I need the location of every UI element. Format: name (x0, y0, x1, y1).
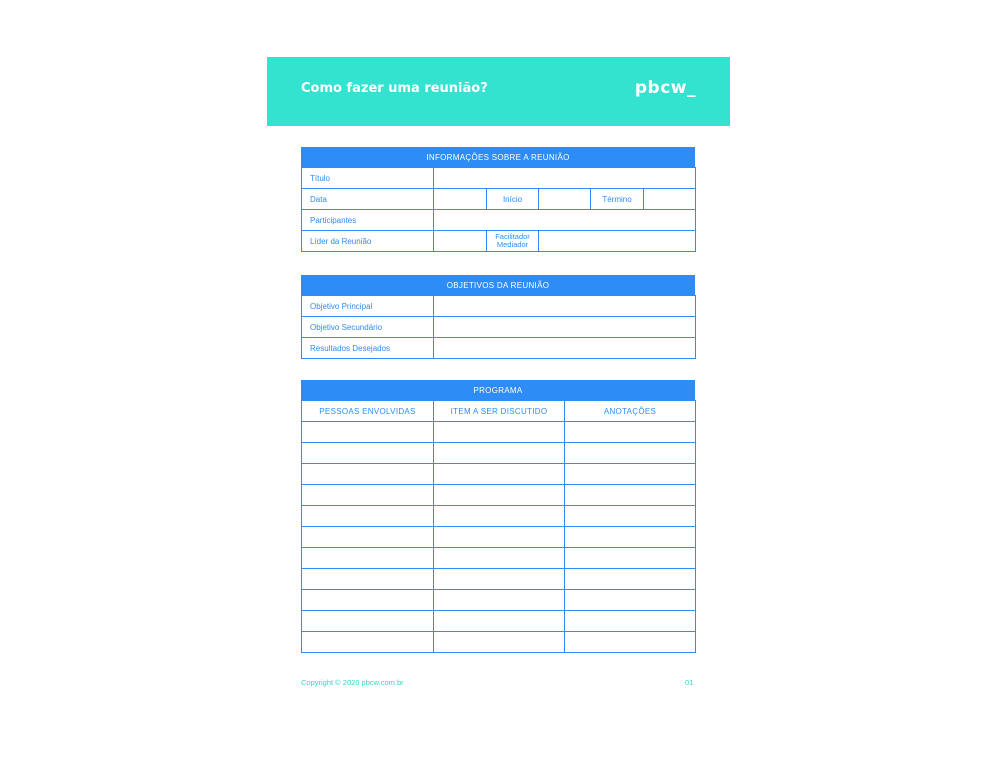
column-header-people: PESSOAS ENVOLVIDAS (302, 401, 434, 422)
objectives-heading: OBJETIVOS DA REUNIÃO (301, 275, 695, 295)
table-row (302, 464, 696, 485)
column-header-item: ITEM A SER DISCUTIDO (434, 401, 565, 422)
item-cell[interactable] (434, 590, 565, 611)
people-cell[interactable] (302, 527, 434, 548)
table-row (302, 485, 696, 506)
title-field[interactable] (434, 168, 696, 189)
notes-cell[interactable] (565, 632, 696, 653)
notes-cell[interactable] (565, 527, 696, 548)
leader-field[interactable] (434, 231, 487, 252)
meeting-info-section (301, 147, 695, 252)
item-cell[interactable] (434, 485, 565, 506)
item-cell[interactable] (434, 527, 565, 548)
item-cell[interactable] (434, 611, 565, 632)
page-title: Como fazer uma reunião? (301, 81, 488, 96)
notes-cell[interactable] (565, 569, 696, 590)
participants-label: Participantes (302, 210, 434, 231)
item-cell[interactable] (434, 506, 565, 527)
item-cell[interactable] (434, 632, 565, 653)
notes-cell[interactable] (565, 443, 696, 464)
item-cell[interactable] (434, 464, 565, 485)
item-cell[interactable] (434, 548, 565, 569)
program-table (301, 400, 696, 653)
page-number: 01 (685, 678, 694, 687)
item-cell[interactable] (434, 422, 565, 443)
secondary-objective-field[interactable] (434, 317, 696, 338)
table-row (302, 506, 696, 527)
program-heading: PROGRAMA (301, 380, 695, 400)
people-cell[interactable] (302, 506, 434, 527)
meeting-info-table (301, 167, 696, 252)
table-row (302, 548, 696, 569)
notes-cell[interactable] (565, 611, 696, 632)
secondary-objective-label: Objetivo Secundário (302, 317, 434, 338)
people-cell[interactable] (302, 569, 434, 590)
facilitator-label (487, 231, 539, 252)
people-cell[interactable] (302, 464, 434, 485)
end-label: Término (591, 189, 644, 210)
objectives-section (301, 275, 695, 359)
table-row (302, 443, 696, 464)
table-row (302, 590, 696, 611)
notes-cell[interactable] (565, 422, 696, 443)
people-cell[interactable] (302, 590, 434, 611)
start-field[interactable] (539, 189, 591, 210)
title-label: Título (302, 168, 434, 189)
brand-logo: pbcw_ (634, 78, 696, 98)
people-cell[interactable] (302, 422, 434, 443)
item-cell[interactable] (434, 443, 565, 464)
main-objective-label: Objetivo Principal (302, 296, 434, 317)
participants-field[interactable] (434, 210, 696, 231)
date-label: Data (302, 189, 434, 210)
program-section (301, 380, 695, 653)
facilitator-text: Facilitador (495, 232, 530, 241)
people-cell[interactable] (302, 443, 434, 464)
end-field[interactable] (644, 189, 696, 210)
people-cell[interactable] (302, 611, 434, 632)
table-row (302, 611, 696, 632)
table-row (302, 632, 696, 653)
desired-results-label: Resultados Desejados (302, 338, 434, 359)
main-objective-field[interactable] (434, 296, 696, 317)
facilitator-field[interactable] (539, 231, 696, 252)
notes-cell[interactable] (565, 485, 696, 506)
meeting-info-heading: INFORMAÇÕES SOBRE A REUNIÃO (301, 147, 695, 167)
desired-results-field[interactable] (434, 338, 696, 359)
notes-cell[interactable] (565, 464, 696, 485)
column-header-notes: ANOTAÇÕES (565, 401, 696, 422)
people-cell[interactable] (302, 548, 434, 569)
table-row (302, 527, 696, 548)
people-cell[interactable] (302, 632, 434, 653)
people-cell[interactable] (302, 485, 434, 506)
objectives-table (301, 295, 696, 359)
notes-cell[interactable] (565, 548, 696, 569)
copyright-text: Copyright © 2020 pbcw.com.br (301, 678, 404, 687)
page-header (267, 57, 730, 126)
item-cell[interactable] (434, 569, 565, 590)
leader-label: Líder da Reunião (302, 231, 434, 252)
date-field[interactable] (434, 189, 487, 210)
notes-cell[interactable] (565, 590, 696, 611)
table-row (302, 422, 696, 443)
table-row (302, 569, 696, 590)
notes-cell[interactable] (565, 506, 696, 527)
mediator-text: Mediador (496, 240, 529, 249)
start-label: Início (487, 189, 539, 210)
